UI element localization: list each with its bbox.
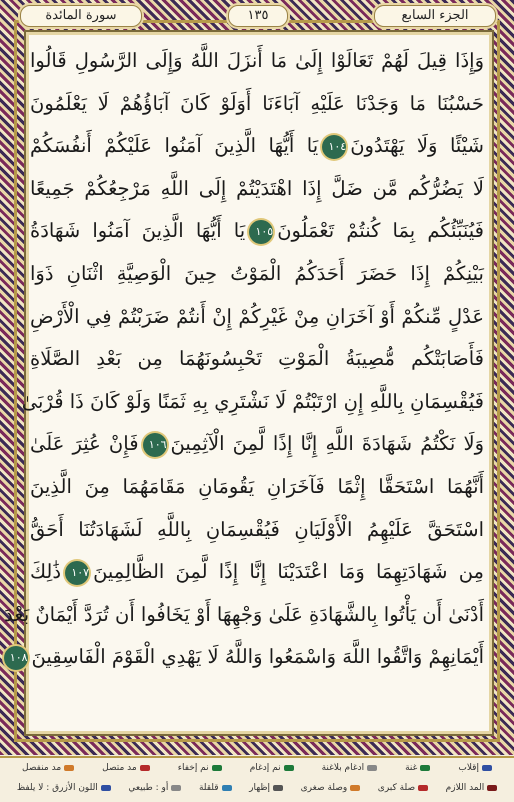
verse-text: فَإِنْ عُثِرَ عَلَىٰ — [30, 432, 139, 456]
legend-label: نم إخفاء — [177, 763, 209, 773]
legend-swatch — [273, 785, 283, 791]
verse-text: حَسْبُنَا مَا وَجَدْنَا عَلَيْهِ آبَاءَنَا أَوَلَوْ كَانَ آبَاؤُهُمْ لَا يَعْلَمُونَ — [30, 91, 484, 115]
verse-text: شَيْئًا وَلَا يَهْتَدُونَ — [350, 134, 484, 158]
verse-text: فَأَصَابَتْكُم مُّصِيبَةُ الْمَوْتِ تَحْبِسُونَهُمَا مِن بَعْدِ الصَّلَاةِ — [30, 347, 484, 371]
legend-swatch — [420, 765, 430, 771]
verse-text: فَيُقْسِمَانِ بِاللَّهِ إِنِ ارْتَبْتُمْ لَا نَشْتَرِي بِهِ ثَمَنًا وَلَوْ كَانَ ذَا قُرْبَىٰ — [21, 389, 484, 413]
verse-line — [30, 509, 484, 551]
page-header — [0, 0, 514, 30]
surah-label: سورة المائدة — [20, 5, 142, 27]
legend-label: اللون الأزرق : لا يلفظ — [16, 783, 98, 793]
verse-line — [30, 253, 484, 295]
legend-swatch — [350, 785, 360, 791]
legend-label: غنة — [405, 763, 418, 773]
verse-line — [30, 296, 484, 338]
legend-item — [199, 783, 232, 793]
legend-item — [22, 763, 74, 773]
legend-label: مد منفصل — [22, 763, 62, 773]
verse-text: أَدْنَىٰ أَن يَأْتُوا بِالشَّهَادَةِ عَلَىٰ وَجْهِهَا أَوْ يَخَافُوا أَن تُرَدَّ أَيْمَانٌ بَعْدَ — [4, 602, 484, 626]
legend-item — [458, 763, 492, 773]
legend-item — [378, 783, 428, 793]
legend-swatch — [284, 765, 294, 771]
verse-text: فَيُنَبِّئُكُم بِمَا كُنتُمْ تَعْمَلُونَ — [277, 219, 484, 243]
verse-line — [30, 338, 484, 380]
verse-line — [30, 210, 484, 252]
legend-item — [301, 783, 361, 793]
legend-item — [446, 783, 498, 793]
ayah-number-marker: ١٠٨ — [4, 646, 28, 670]
verse-text: يَا أَيُّهَا الَّذِينَ آمَنُوا شَهَادَةُ — [30, 219, 246, 243]
verse-line — [30, 168, 484, 210]
legend-swatch — [367, 765, 377, 771]
legend-row — [0, 758, 514, 778]
verse-line — [21, 381, 484, 423]
legend-label: قلقلة — [198, 783, 219, 793]
verse-text: ذَٰلِكَ — [30, 560, 62, 584]
legend-swatch — [101, 785, 111, 791]
verse-line — [30, 551, 484, 593]
legend-item — [249, 783, 283, 793]
verse-line — [30, 466, 484, 508]
legend-label: نم إدغام — [249, 763, 281, 773]
legend-label: مد متصل — [102, 763, 137, 773]
verse-text: لَا يَضُرُّكُم مَّن ضَلَّ إِذَا اهْتَدَيْتُمْ إِلَى اللَّهِ مَرْجِعُكُمْ جَمِيعًا — [30, 176, 484, 200]
legend-row — [0, 778, 514, 798]
verse-line — [30, 83, 484, 125]
verse-line — [30, 125, 484, 167]
verse-text: بَيْنِكُمْ إِذَا حَضَرَ أَحَدَكُمُ الْمَوْتُ حِينَ الْوَصِيَّةِ اثْنَانِ ذَوَا — [30, 261, 484, 285]
verse-text: اسْتَحَقَّ عَلَيْهِمُ الْأَوْلَيَانِ فَيُقْسِمَانِ بِاللَّهِ لَشَهَادَتُنَا أَحَقُّ — [30, 517, 484, 541]
legend-item — [405, 763, 430, 773]
legend-swatch — [222, 785, 232, 791]
legend-item — [17, 783, 111, 793]
verse-line — [30, 40, 484, 82]
page-number: ١٣٥ — [228, 5, 288, 27]
legend-swatch — [482, 765, 492, 771]
verse-text: عَدْلٍ مِّنكُمْ أَوْ آخَرَانِ مِنْ غَيْرِكُمْ إِنْ أَنتُمْ ضَرَبْتُمْ فِي الْأَرْضِ — [30, 304, 484, 328]
legend-label: صلة كبرى — [377, 783, 416, 793]
legend-label: وصلة صغرى — [300, 783, 348, 793]
verse-text: أَيْمَانِهِمْ وَاتَّقُوا اللَّهَ وَاسْمَعُوا وَاللَّهُ لَا يَهْدِي الْقَوْمَ الْفَاسِقِينَ — [31, 645, 484, 669]
legend-swatch — [212, 765, 222, 771]
verse-text: وَإِذَا قِيلَ لَهُمْ تَعَالَوْا إِلَىٰ مَا أَنزَلَ اللَّهُ وَإِلَى الرَّسُولِ قَالُوا — [30, 49, 484, 72]
verse-line — [30, 423, 484, 465]
legend-label: المد اللازم — [445, 783, 485, 793]
legend-label: إظهار — [249, 783, 271, 793]
ayah-number-marker: ١٠٥ — [249, 220, 273, 244]
legend-item — [102, 763, 150, 773]
legend-swatch — [64, 765, 74, 771]
legend-label: أو : طبيعي — [128, 783, 169, 793]
legend-item — [178, 763, 222, 773]
ayah-number-marker: ١٠٤ — [322, 135, 346, 159]
ayah-number-marker: ١٠٧ — [65, 561, 89, 585]
legend-item — [322, 763, 378, 773]
verse-text: يَا أَيُّهَا الَّذِينَ آمَنُوا عَلَيْكُمْ أَنفُسَكُمْ — [30, 134, 319, 158]
verse-lines — [4, 40, 484, 679]
verse-text: مِن شَهَادَتِهِمَا وَمَا اعْتَدَيْنَا إِنَّا إِذًا لَّمِنَ الظَّالِمِينَ — [93, 560, 484, 584]
verse-text: أَنَّهُمَا اسْتَحَقَّا إِثْمًا فَآخَرَانِ يَقُومَانِ مَقَامَهُمَا مِنَ الَّذِينَ — [30, 474, 484, 498]
verse-line — [9, 636, 484, 678]
tajweed-legend — [0, 756, 514, 802]
legend-swatch — [418, 785, 428, 791]
legend-item — [250, 763, 294, 773]
legend-label: إقلاب — [458, 763, 479, 773]
legend-label: ادغام بلاغنة — [321, 763, 365, 773]
legend-swatch — [140, 765, 150, 771]
legend-item — [128, 783, 181, 793]
legend-swatch — [487, 785, 497, 791]
ayah-number-marker: ١٠٦ — [143, 433, 167, 457]
legend-swatch — [171, 785, 181, 791]
verse-line — [4, 594, 484, 636]
juz-label: الجزء السابع — [374, 5, 496, 27]
verse-text: وَلَا نَكْتُمُ شَهَادَةَ اللَّهِ إِنَّا إِذًا لَّمِنَ الْآثِمِينَ — [170, 432, 484, 456]
